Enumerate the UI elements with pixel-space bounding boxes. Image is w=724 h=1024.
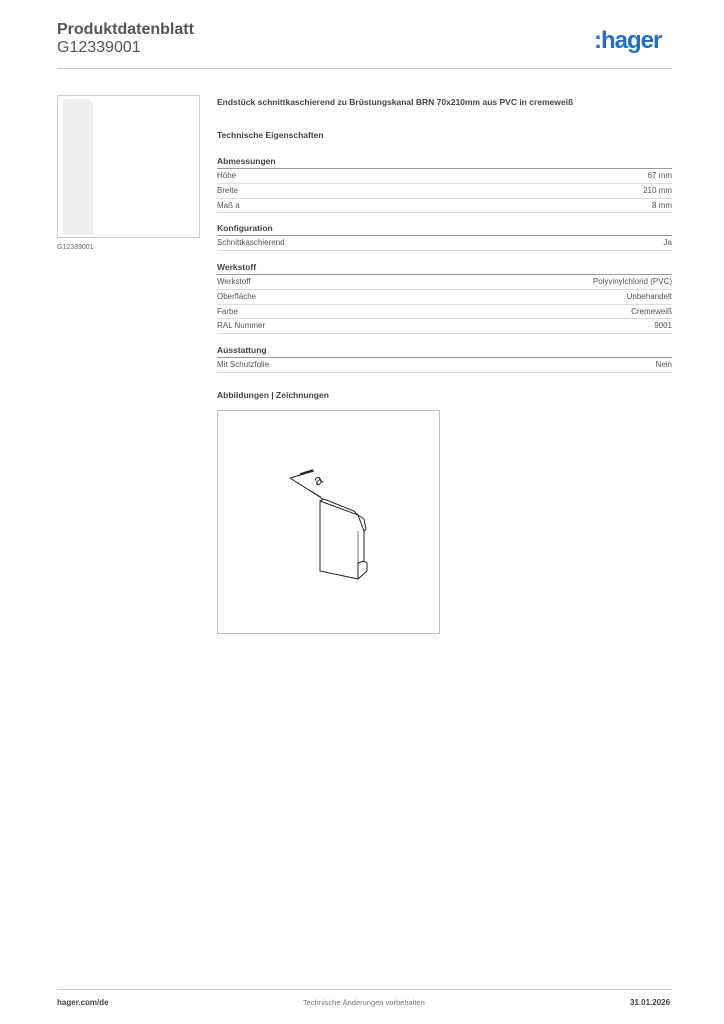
section-configuration: [217, 222, 672, 251]
website-link[interactable]: hager.com/de: [57, 998, 109, 1007]
table-row: [217, 236, 672, 251]
document-date: 31.01.2026: [630, 998, 671, 1007]
section-material: [217, 261, 672, 334]
end-piece-drawing: [218, 411, 439, 633]
table-row: [217, 319, 672, 334]
row-value: 67 mm: [647, 171, 672, 180]
row-label: Breite: [217, 185, 238, 195]
section-heading: Konfiguration: [217, 222, 672, 236]
section-equipment: [217, 344, 672, 373]
row-value: Nein: [655, 360, 672, 369]
row-label: Schnittkaschierend: [217, 238, 285, 247]
row-label: RAL Nummer: [217, 321, 266, 331]
document-title: Produktdatenblatt: [57, 21, 194, 38]
table-row: [217, 184, 672, 199]
product-image: [63, 99, 93, 235]
technical-properties-heading: Technische Eigenschaften: [217, 130, 324, 140]
drawings-heading: Abbildungen | Zeichnungen: [217, 390, 329, 400]
product-code: G12339001: [57, 39, 141, 56]
table-row: [217, 305, 672, 320]
row-value: 210 mm: [643, 185, 672, 195]
end-piece-bottom-lip: [358, 561, 367, 579]
section-dimensions: [217, 155, 672, 213]
product-title: Endstück schnittkaschierend zu Brüstungskanal BRN 70x210mm aus PVC in cremeweiß: [217, 97, 574, 107]
dimension-label: a: [310, 470, 326, 489]
header-divider: [57, 68, 672, 69]
row-value: Unbehandelt: [626, 291, 672, 301]
row-label: Werkstoff: [217, 277, 251, 286]
row-value: 8 mm: [652, 200, 672, 210]
row-label: Farbe: [217, 306, 238, 316]
end-piece-outline: [320, 501, 364, 579]
row-value: Ja: [663, 238, 672, 247]
table-row: [217, 358, 672, 373]
row-value: 9001: [654, 321, 672, 331]
section-heading: Abmessungen: [217, 155, 672, 169]
table-row: [217, 169, 672, 184]
row-value: Polyvinylchlorid (PVC): [592, 277, 672, 286]
table-row: [217, 290, 672, 305]
thumbnail-caption: G12339001: [57, 244, 94, 251]
table-row: [217, 199, 672, 214]
footer-divider: [57, 989, 672, 990]
technical-drawing: [217, 410, 440, 634]
table-row: [217, 275, 672, 290]
row-label: Höhe: [217, 171, 237, 180]
section-heading: Ausstattung: [217, 344, 672, 358]
product-thumbnail: [57, 95, 200, 238]
hager-logo: :hager: [594, 27, 662, 54]
row-label: Oberfläche: [217, 291, 257, 301]
row-label: Maß a: [217, 200, 240, 210]
row-label: Mit Schutzfolie: [217, 360, 270, 369]
row-value: Cremeweiß: [631, 306, 672, 316]
disclaimer: Technische Änderungen vorbehalten: [303, 998, 425, 1007]
section-heading: Werkstoff: [217, 261, 672, 275]
